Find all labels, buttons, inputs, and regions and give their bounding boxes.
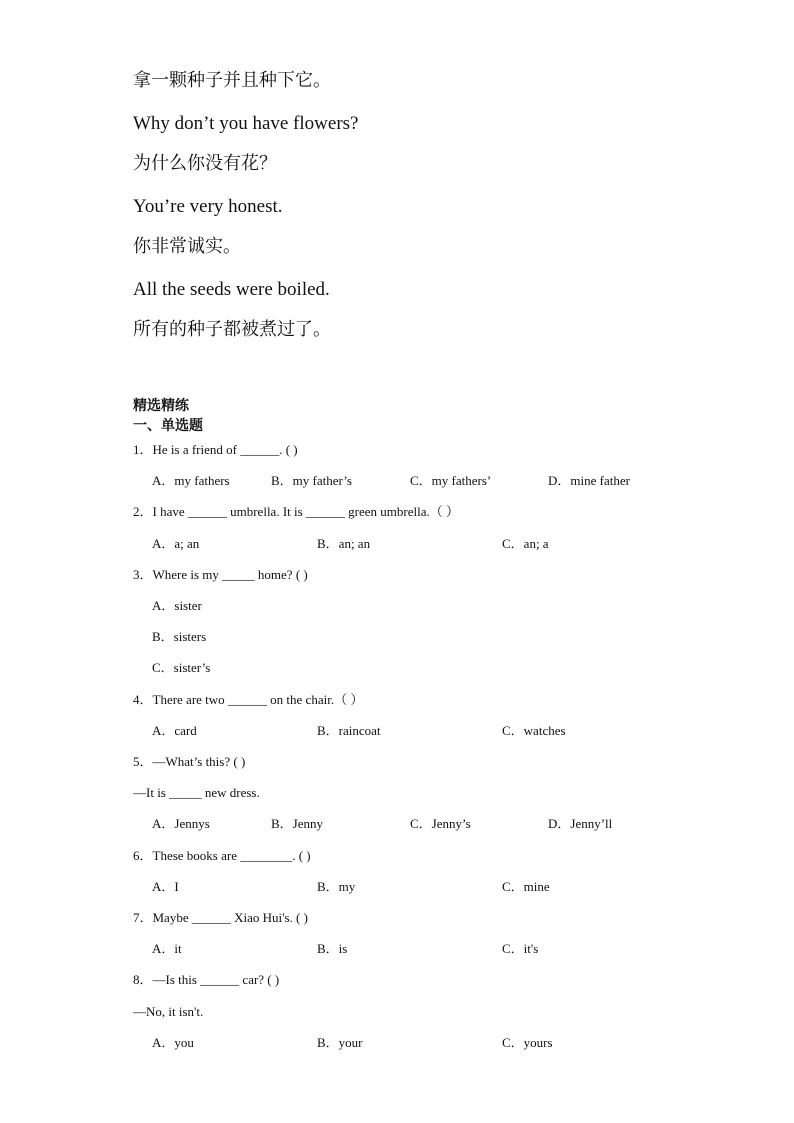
question-7-option-c: C．it's — [502, 941, 539, 956]
question-5-option-d: D．Jenny’ll — [548, 816, 613, 831]
question-7-option-a: A．it — [152, 941, 182, 956]
intro-line-3: 为什么你没有花？ — [133, 153, 277, 174]
question-1-option-c: C．my fathers’ — [410, 473, 492, 488]
question-7-stem: 7．Maybe ______ Xiao Hui's. ( ) — [133, 910, 308, 925]
question-8-option-a: A．you — [152, 1035, 194, 1050]
intro-line-6: All the seeds were boiled. — [133, 279, 330, 300]
intro-line-4: You’re very honest. — [133, 196, 283, 217]
question-4-option-b: B．raincoat — [317, 723, 381, 738]
question-5-option-b: B．Jenny — [271, 816, 324, 831]
question-2-option-b: B．an; an — [317, 536, 371, 551]
question-4-option-a: A．card — [152, 723, 197, 738]
question-1-stem: 1．He is a friend of ______. ( ) — [133, 442, 298, 457]
question-4-stem: 4．There are two ______ on the chair.（ ） — [133, 692, 364, 707]
question-3-option-b: B．sisters — [152, 629, 207, 644]
question-2-stem: 2．I have ______ umbrella. It is ______ green umbrella.（ ） — [133, 504, 460, 519]
question-2-option-c: C．an; a — [502, 536, 549, 551]
question-7-option-b: B．is — [317, 941, 348, 956]
question-5-stem: 5．—What’s this? ( ) — [133, 754, 246, 769]
question-5-option-a: A．Jennys — [152, 816, 210, 831]
question-3-stem: 3．Where is my _____ home? ( ) — [133, 567, 308, 582]
question-2-option-a: A．a; an — [152, 536, 200, 551]
question-1-option-d: D．mine father — [548, 473, 630, 488]
intro-line-5: 你非常诚实。 — [133, 236, 241, 257]
question-8-option-b: B．your — [317, 1035, 363, 1050]
question-6-option-b: B．my — [317, 879, 356, 894]
question-1-option-a: A．my fathers — [152, 473, 230, 488]
intro-line-1: 拿一颗种子并且种下它。 — [133, 70, 331, 91]
question-5-option-c: C．Jenny’s — [410, 816, 471, 831]
intro-line-2: Why don’t you have flowers? — [133, 113, 359, 134]
question-5-stem-line2: —It is _____ new dress. — [133, 785, 260, 800]
question-6-stem: 6．These books are ________. ( ) — [133, 848, 311, 863]
question-8-stem-line2: —No, it isn't. — [133, 1004, 204, 1019]
question-8-option-c: C．yours — [502, 1035, 553, 1050]
question-3-option-a: A．sister — [152, 598, 202, 613]
question-3-option-c: C．sister’s — [152, 660, 211, 675]
question-6-option-c: C．mine — [502, 879, 550, 894]
section-title: 精选精练 — [133, 398, 189, 414]
question-6-option-a: A．I — [152, 879, 179, 894]
subsection-title: 一、单选题 — [133, 418, 203, 434]
question-8-stem: 8．—Is this ______ car? ( ) — [133, 972, 280, 987]
question-1-option-b: B．my father’s — [271, 473, 352, 488]
question-4-option-c: C．watches — [502, 723, 566, 738]
intro-line-7: 所有的种子都被煮过了。 — [133, 319, 331, 340]
